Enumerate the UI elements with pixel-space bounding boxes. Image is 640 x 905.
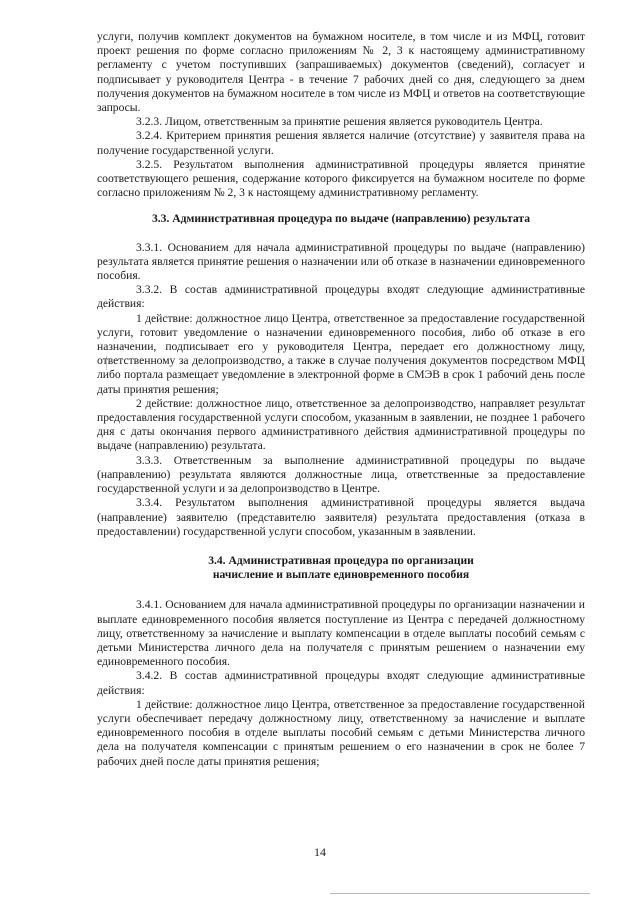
section-heading-line: 3.4. Административная процедура по организации: [208, 553, 474, 567]
paragraph: 3.2.5. Результатом выполнения административной процедуры является принятие соответствующего решения, содержание которого фиксируется на бумажном носителе по форме согласно приложениям № 2, 3 к настоящему административному регламенту.: [97, 157, 585, 200]
paragraph: 3.3.2. В состав административной процедуры входят следующие административные действия:: [97, 283, 585, 311]
paragraph: 3.3.3. Ответственным за выполнение административной процедуры по выдаче (направлению) результата являются должностные лица, ответственные за предоставление государственной услуги и за делопроизводство в Центре.: [97, 453, 585, 496]
page-number: 14: [314, 845, 326, 859]
section-heading-3-3: 3.3. Административная процедура по выдаче (направлению) результата: [151, 212, 531, 226]
paragraph: 3.4.1. Основанием для начала административной процедуры по организации назначении и выплате единовременного пособия является поступление из Центра с передачей должностному лицу, ответственному за начисление и выплату компенсации в отделе выплаты пособий семьям с детьми Министерства личного дела на получателя с принятым решением о назначении ему единовременного пособия.: [97, 598, 585, 669]
document-body: [97, 30, 585, 769]
paragraph: 3.3.1. Основанием для начала административной процедуры по выдаче (направлению) результата является принятие решения о назначении или об отказе в назначении единовременного пособия.: [97, 240, 585, 283]
paragraph: 3.2.3. Лицом, ответственным за принятие решения является руководитель Центра.: [136, 115, 543, 129]
section-heading-line: начисление и выплате единовременного пособия: [212, 568, 470, 582]
paragraph: 3.2.4. Критерием принятия решения является наличие (отсутствие) у заявителя права на получение государственной услуги.: [97, 129, 585, 157]
paragraph: услуги, получив комплект документов на бумажном носителе, в том числе и из МФЦ, готовит проект решения по форме согласно приложениям № 2, 3 к настоящему административному регламенту с учетом поступивших (запрашиваемых) документов (сведений), согласует и подписывает у руководителя Центра - в течение 7 рабочих дней со дня, следующего за днем получения документов на бумажном носителе в том числе из МФЦ и ответов на соответствующие запросы.: [97, 30, 585, 115]
scan-edge-line: [330, 893, 590, 894]
paragraph: 1 действие: должностное лицо Центра, ответственное за предоставление государственной услуги обеспечивает передачу должностному лицу, ответственному за начисление и выплате единовременного пособия в отделе выплаты пособий семьям с детьми Министерства личного дела на получателя компенсации с принятым решением о его назначении в срок не более 7 рабочих дней после даты принятия решения;: [97, 697, 585, 768]
paragraph: 2 действие: должностное лицо, ответственное за делопроизводство, направляет результат предоставления государственной услуги способом, указанным в заявлении, не позднее 1 рабочего дня с даты окончания первого административного действия административной процедуры по выдаче (направлению) результата.: [97, 396, 585, 453]
paragraph: 1 действие: должностное лицо Центра, ответственное за предоставление государственной услуги, готовит уведомление о назначении единовременного пособия, либо об отказе в его назначении, подписывает его у руководителя Центра, передает его должностному лицу, ответственному за делопроизводство, а также в случае получения документов посредством МФЦ либо портала размещает уведомление в электронной форме в СМЭВ в срок 1 рабочий день после даты принятия решения;: [97, 311, 585, 396]
paragraph: 3.3.4. Результатом выполнения административной процедуры является выдача (направление) заявителю (представителю заявителя) результата предоставления (отказа в предоставлении) государственной услуги способом, указанным в заявлении.: [97, 496, 585, 538]
paragraph: 3.4.2. В состав административной процедуры входят следующие административные действия:: [97, 669, 585, 697]
section-heading-3-4: [97, 554, 585, 582]
